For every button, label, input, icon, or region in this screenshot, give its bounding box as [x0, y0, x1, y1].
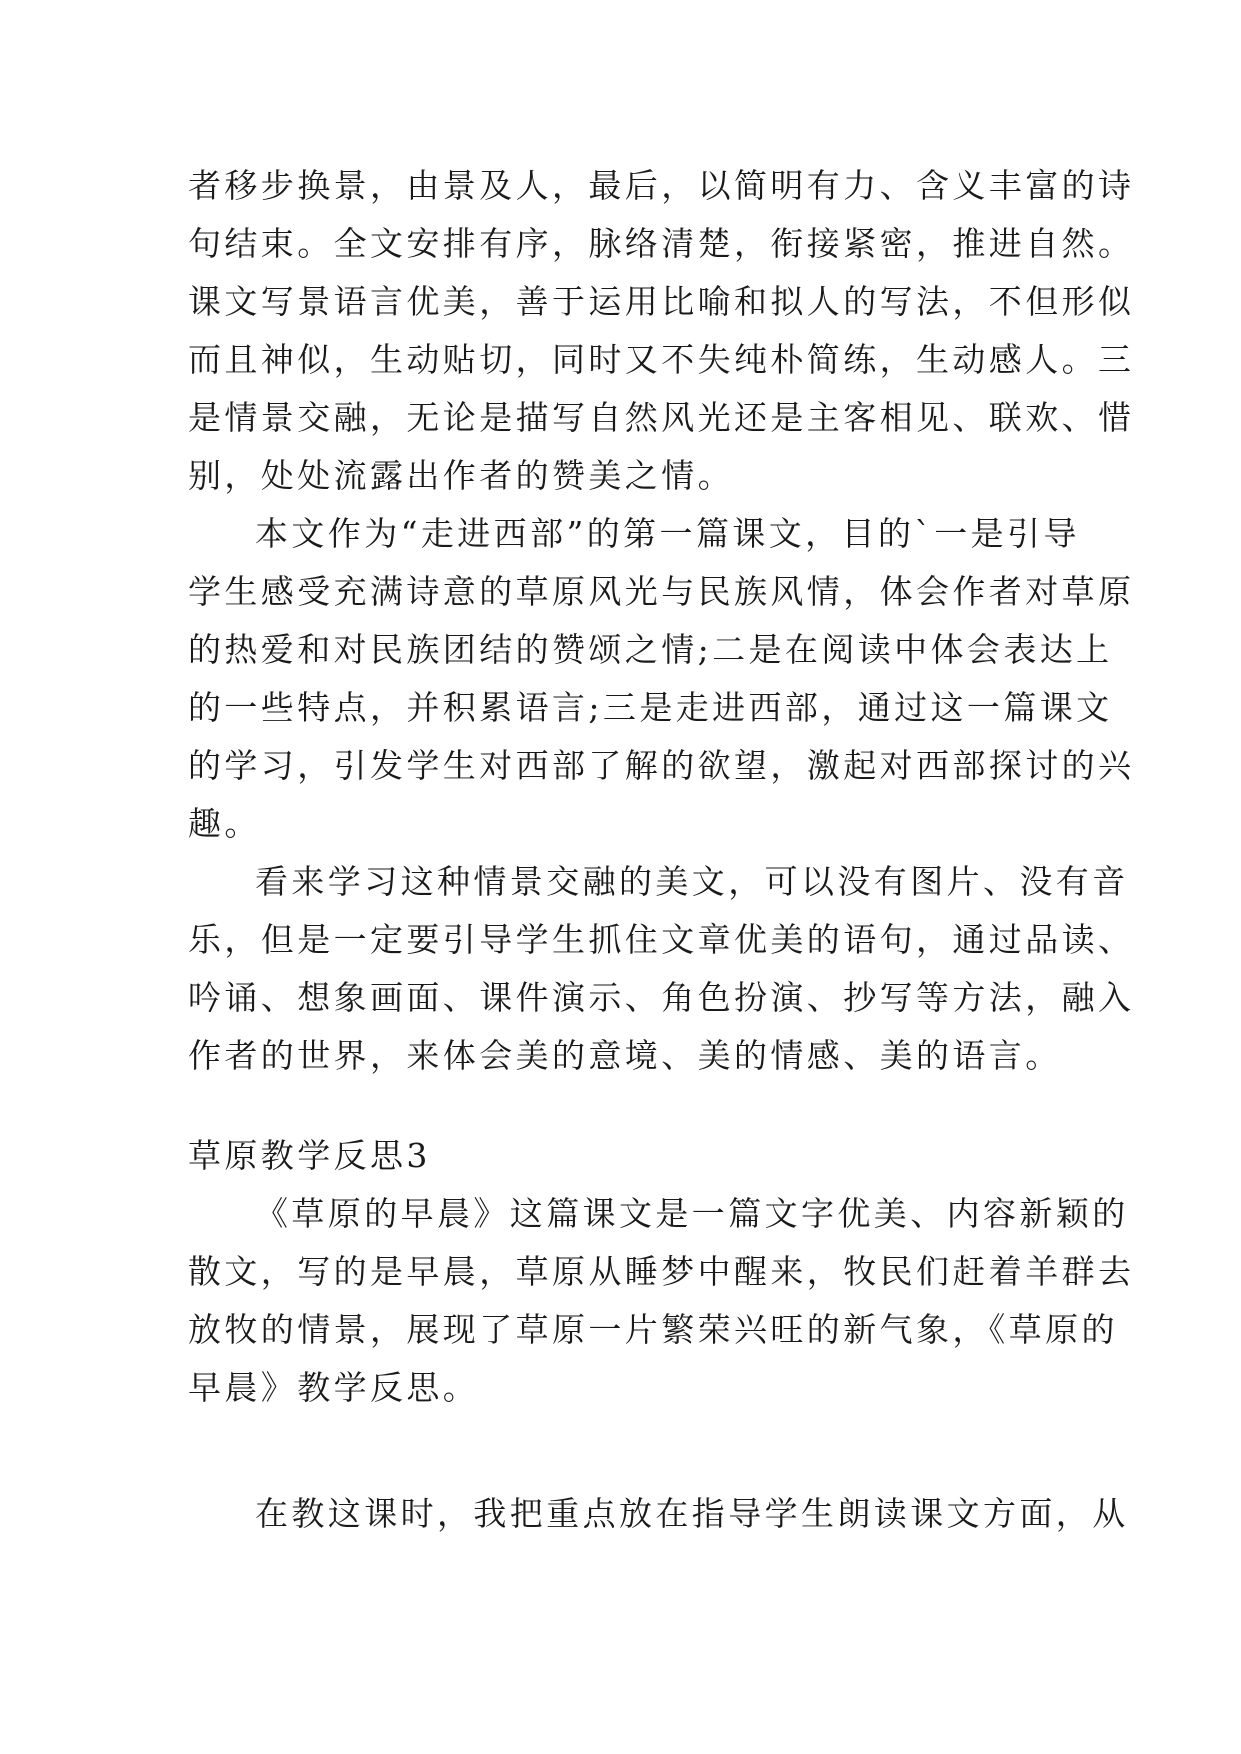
paragraph-line: 在教这课时，我把重点放在指导学生朗读课文方面，从: [255, 1494, 1129, 1533]
paragraph-line: 的一些特点，并积累语言;三是走进西部，通过这一篇课文: [188, 688, 1113, 727]
paragraph-line: 《草原的早晨》这篇课文是一篇文字优美、内容新颖的: [255, 1194, 1129, 1233]
paragraph-line: 而且神似，生动贴切，同时又不失纯朴简练，生动感人。三: [188, 340, 1135, 379]
paragraph-line: 本文作为“走进西部”的第一篇课文，目的`一是引导: [255, 514, 1080, 553]
paragraph-line: 早晨》教学反思。: [188, 1368, 480, 1407]
paragraph-line: 者移步换景，由景及人，最后，以简明有力、含义丰富的诗: [188, 166, 1135, 205]
paragraph-line: 看来学习这种情景交融的美文，可以没有图片、没有音: [255, 862, 1129, 901]
paragraph-line: 的学习，引发学生对西部了解的欲望，激起对西部探讨的兴: [188, 746, 1135, 785]
paragraph-line: 是情景交融，无论是描写自然风光还是主客相见、联欢、惜: [188, 398, 1135, 437]
section-heading: 草原教学反思3: [188, 1136, 431, 1175]
paragraph-line: 句结束。全文安排有序，脉络清楚，衔接紧密，推进自然。: [188, 224, 1135, 263]
paragraph-line: 放牧的情景，展现了草原一片繁荣兴旺的新气象，《草原的: [188, 1310, 1118, 1349]
paragraph-line: 趣。: [188, 804, 261, 843]
paragraph-line: 别，处处流露出作者的赞美之情。: [188, 456, 734, 495]
paragraph-line: 学生感受充满诗意的草原风光与民族风情，体会作者对草原: [188, 572, 1135, 611]
paragraph-line: 散文，写的是早晨，草原从睡梦中醒来，牧民们赶着羊群去: [188, 1252, 1135, 1291]
paragraph-line: 吟诵、想象画面、课件演示、角色扮演、抄写等方法，融入: [188, 978, 1135, 1017]
paragraph-line: 课文写景语言优美，善于运用比喻和拟人的写法，不但形似: [188, 282, 1135, 321]
paragraph-line: 乐，但是一定要引导学生抓住文章优美的语句，通过品读、: [188, 920, 1135, 959]
paragraph-line: 的热爱和对民族团结的赞颂之情;二是在阅读中体会表达上: [188, 630, 1113, 669]
paragraph-line: 作者的世界，来体会美的意境、美的情感、美的语言。: [188, 1036, 1062, 1075]
